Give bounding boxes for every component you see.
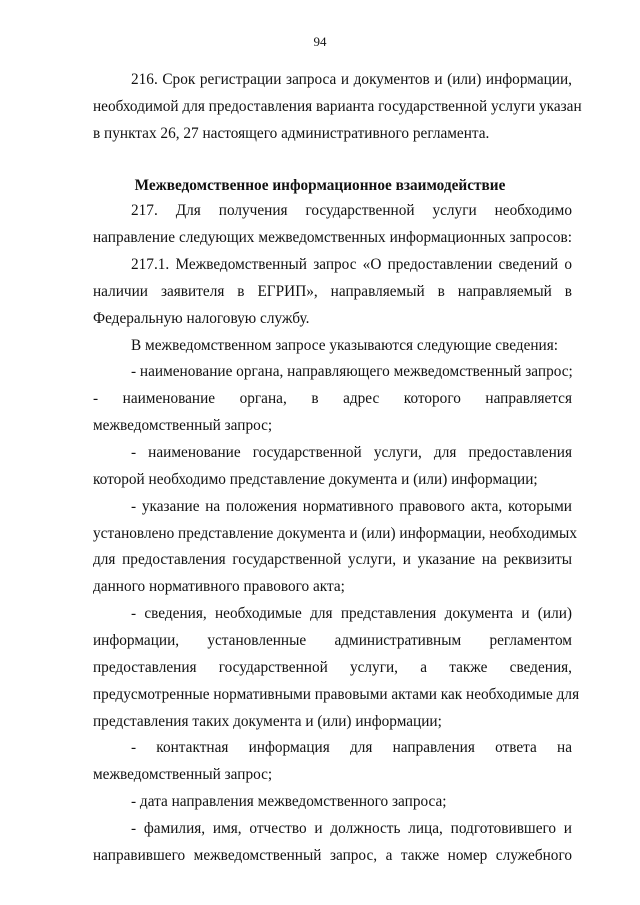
text-line: межведомственный запрос; (93, 417, 273, 434)
text-line: межведомственный запрос; (93, 766, 273, 783)
text-line: которой необходимо представление документа и (или) информации; (93, 471, 538, 488)
text-line: информации, установленные административным регламентом (93, 632, 572, 649)
text-line: в пунктах 26, 27 настоящего административного регламента. (93, 125, 490, 142)
text-line: 217.1. Межведомственный запрос «О предоставлении сведений о (131, 256, 572, 273)
text-line: направившего межведомственный запрос, а также номер служебного (93, 847, 572, 864)
text-line: представления таких документа и (или) информации; (93, 713, 442, 730)
text-line: В межведомственном запросе указываются следующие сведения: (131, 337, 559, 354)
text-line: наличии заявителя в ЕГРИП», направляемый в направляемый в (93, 283, 572, 300)
text-line: предоставления государственной услуги, а также сведения, (93, 659, 572, 676)
text-line: 217. Для получения государственной услуги необходимо (131, 202, 572, 219)
section-heading: Межведомственное информационное взаимодействие (134, 177, 506, 194)
text-line: для предоставления государственной услуги, и указание на реквизиты (93, 551, 572, 568)
text-line: - дата направления межведомственного запроса; (131, 793, 447, 810)
text-line: направление следующих межведомственных информационных запросов: (93, 229, 572, 246)
text-line: - наименование государственной услуги, для предоставления (131, 444, 572, 461)
page-number: 94 (313, 34, 327, 49)
text-line: Федеральную налоговую службу. (93, 310, 310, 327)
text-line: - контактная информация для направления ответа на (131, 739, 572, 756)
text-line: предусмотренные нормативными правовыми актами как необходимые для (93, 686, 580, 703)
text-line: - наименование органа, направляющего межведомственный запрос; (131, 363, 573, 380)
text-line: необходимой для предоставления варианта государственной услуги указан (93, 98, 582, 115)
text-line: 216. Срок регистрации запроса и документов и (или) информации, (131, 71, 572, 88)
text-line: установлено представление документа и (или) информации, необходимых (93, 525, 577, 542)
text-line: - наименование органа, в адрес которого направляется (93, 390, 572, 407)
text-line: - фамилия, имя, отчество и должность лица, подготовившего и (131, 820, 572, 837)
text-line: - указание на положения нормативного правового акта, которыми (131, 498, 572, 515)
text-line: данного нормативного правового акта; (93, 578, 345, 595)
text-line: - сведения, необходимые для представления документа и (или) (131, 605, 572, 622)
